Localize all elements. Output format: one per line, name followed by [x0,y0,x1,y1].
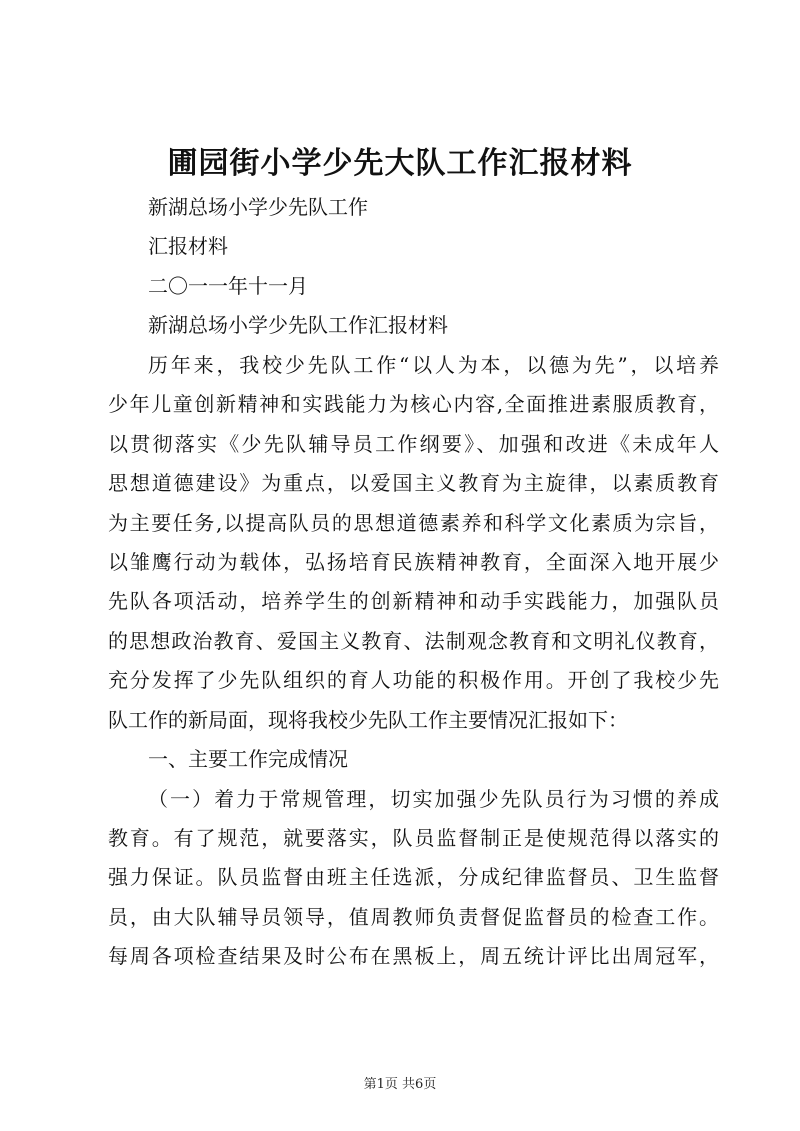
text-line: 队工作的新局面，现将我校少先队工作主要情况汇报如下： [108,707,628,732]
text-line: 的思想政治教育、爱国主义教育、法制观念教育和文明礼仪教育， [108,628,719,653]
text-line: 以贯彻落实《少先队辅导员工作纲要》、加强和改进《未成年人 [108,431,719,456]
text-line: 汇报材料 [148,234,228,259]
text-line: 先队各项活动，培养学生的创新精神和动手实践能力，加强队员 [108,589,719,614]
text-line: 新湖总场小学少先队工作 [148,195,368,219]
text-line: 少年儿童创新精神和实践能力为核心内容,全面推进素服质教育， [108,392,719,417]
text-line: 一、主要工作完成情况 [148,747,348,772]
text-line: （一）着力于常规管理，切实加强少先队员行为习惯的养成 [148,786,719,811]
text-line: 为主要任务,以提高队员的思想道德素养和科学文化素质为宗旨， [108,510,719,535]
text-line: 每周各项检查结果及时公布在黑板上，周五统计评比出周冠军， [108,944,719,969]
text-line: 以雏鹰行动为载体，弘扬培育民族精神教育，全面深入地开展少 [108,549,719,574]
text-line: 充分发挥了少先队组织的育人功能的积极作用。开创了我校少先 [108,668,719,693]
text-line: 强力保证。队员监督由班主任选派，分成纪律监督员、卫生监督 [108,865,719,890]
document-body [108,188,719,977]
text-line: 教育。有了规范，就要落实，队员监督制正是使规范得以落实的 [108,826,719,850]
text-line: 历年来，我校少先队工作“以人为本，以德为先”，以培养 [148,352,719,377]
text-line: 思想道德建设》为重点，以爱国主义教育为主旋律，以素质教育 [108,471,719,496]
document-title: 圃园街小学少先大队工作汇报材料 [167,146,633,181]
page-footer: 第1页 共6页 [363,1077,437,1092]
text-line: 新湖总场小学少先队工作汇报材料 [148,313,448,338]
text-line: 二〇一一年十一月 [148,273,308,298]
text-line: 员，由大队辅导员领导，值周教师负责督促监督员的检查工作。 [108,904,719,929]
